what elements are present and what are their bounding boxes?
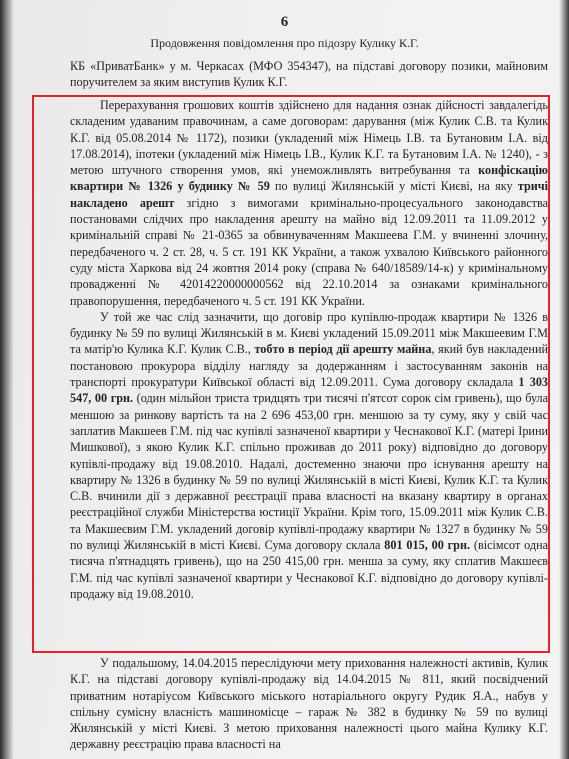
- paragraph-text: У подальшому, 14.04.2015 переслідуючи мету приховання належності активів, Кулик К.Г. на підставі договору купівлі-продажу від 14.04.2015 № 811, який посвідчений приватним нотаріусом Київського міського нотаріального округу Рудик Я.А., набув у спільну сумісну власність машиномісце – гараж № 382 в будинку № 59 по вулиці Жилянській у місті Києві. З метою приховання належності цього майна Кулику К.Г. державну реєстрацію права власності на: [70, 656, 548, 752]
- paragraph-text: (один мільйон триста тридцять три тисячі п'ятсот сорок сім гривень), що була меншою за ринкову вартість та на 2 696 453,00 грн. меншою за ту суму, яку у свій час заплатив Макшеев Г.М. під час купівлі зазначеної квартири у Чеснакової К.Г. (матері Ірини Мишкової), з якою Кулик К.Г. спільно проживав до 2011 року) відповідно до договору купівлі-продажу від 19.08.2010. Надалі, достеменно знаючи про існування арешту на квартиру № 1326 в будинку № 59 по вулиці Жилянській в місті Києві, Кулик К.Г. та Кулик С.В. вчинили дії з державної реєстрації права власності на вказану квартиру в органах реєстраційної служби Міністерства юстиції України. Крім того, 15.09.2011 між Кулик С.В. та Макшеєвим Г.М. укладений договір купівлі-продажу квартири № 1327 в будинку № 59 по вулиці Жилянській в місті Києві. Сума договору склала: [70, 391, 548, 553]
- emphasis-sum-2: 801 015, 00 грн.: [384, 538, 471, 553]
- paragraph-text: КБ «ПриватБанк» у м. Черкасах (МФО 354347), на підставі договору позики, майновим поручителем за яким виступив Кулик К.Г.: [70, 59, 548, 90]
- paragraph-text: , який був накладений постановою прокурора відділу нагляду за додержанням і застосуванням законів на транспорті прокуратури Київської області від 12.09.2011. Сума договору складала: [70, 342, 548, 390]
- paragraph-text: по вулиці Жилянській у місті Києві, на яку: [275, 179, 513, 194]
- continuation-paragraph: [70, 58, 548, 91]
- page-header: Продовження повідомлення про підозру Кулику К.Г.: [150, 36, 419, 50]
- page-edge-shadow-right: [559, 0, 569, 759]
- emphasis-arrest: тричі накладено арешт: [70, 179, 549, 210]
- paragraph-sale-contract: [70, 309, 548, 602]
- paragraph-text: (вісімсот одна тисяча п'ятнадцять гривень), що на 250 415,00 грн. менша за суму, яку сплатив Макшеєв Г.М. під час купівлі зазначеної квартири у Чеснакової К.Г. відповідно до договору купівлі-продажу від 19.08.2010.: [70, 538, 549, 601]
- paragraph-text: згідно з вимогами кримінально-процесуального законодавства постановами слідчих про накладення арешту на майно від 12.09.2011 та 11.09.2012 у кримінальній справі № 21-0365 за обвинуваченням Макшеева Г.М. у вчиненні злочину, передбаченого ч. 2 ст. 28, ч. 5 ст. 191 КК України, а також ухвалою Київського районного суду міста Харкова від 24 жовтня 2014 року (справа № 640/18589/14-к) у кримінальному провадженні № 42014220000000562 від 22.10.2014 за ознаками кримінального правопорушення, передбаченого ч. 5 ст. 191 КК України.: [70, 195, 548, 308]
- page-number: 6: [280, 14, 289, 30]
- emphasis-arrest-period: тобто в період дії арешту майна: [254, 342, 432, 357]
- emphasis-confiscation: конфіскацію квартири № 1326 у будинку № 59: [70, 163, 548, 194]
- emphasis-sum-1: 1 303 547, 00 грн.: [70, 375, 549, 406]
- paragraph-text: У той же час слід зазначити, що договір про купівлю-продаж квартири № 1326 в будинку № 59 по вулиці Жилянській в м. Києві укладений 15.09.2011 між Макшеевим Г.М та матір'ю Кулика К.Г. Кулик С.В.,: [70, 309, 548, 357]
- paragraph-text: Перерахування грошових коштів здійснено для надання ознак дійсності завдалегідь складеним удаваним правочинам, а саме договорам: дарування (між Кулик С.В. та Кулик К.Г. від 05.08.2014 № 1172), позики (укладений між Німець І.В. та Бутановим І.А. від 17.08.2014), іпотеки (укладений між Німець І.В., Кулик К.Г. та Бутановим І.А. № 1240), - з метою штучного створення умов, які унеможливлять витребування та: [70, 98, 548, 178]
- page-edge-shadow-left: [0, 0, 14, 759]
- paragraph-transactions: [70, 97, 548, 309]
- following-paragraph: [70, 655, 548, 753]
- highlighted-section: [70, 97, 548, 602]
